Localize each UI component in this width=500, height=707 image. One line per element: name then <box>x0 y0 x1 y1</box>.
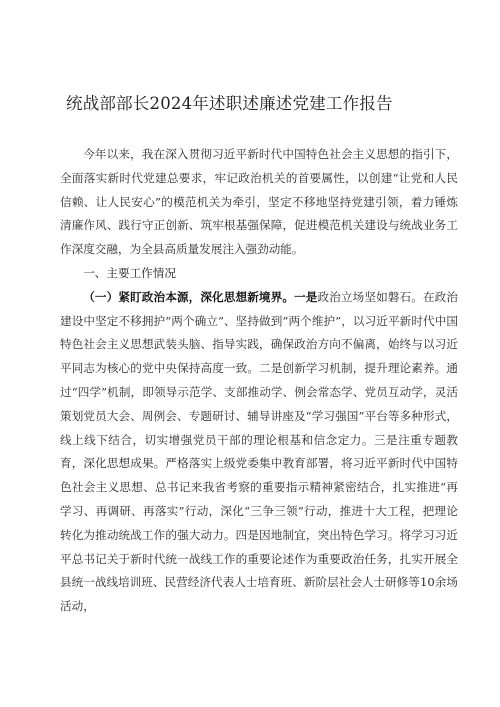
subsection-body: 政治立场坚如磐石。在政治建设中坚定不移拥护“两个确立”、坚持做到“两个维护”，以习近平新时代中国特色社会主义思想武装头脑、指导实践，确保政治方向不偏离，始终与以习近平同志为核心的党中央保持高度一致。二是创新学习机制，提升理论素养。通过“四学”机制，即领导示范学、支部推动学、例会常态学、党员互动学，灵活策划党员大会、周例会、专题研讨、辅导讲座及“学习强国”平台等多种形式，线上线下结合，切实增强党员干部的理论根基和信念定力。三是注重专题教育，深化思想成果。严格落实上级党委集中教育部署，将习近平新时代中国特色社会主义思想、总书记来我省考察的重要指示精神紧密结合，扎实推进“再学习、再调研、再落实”行动，深化“三争三领”行动，推进十大工程，把理论转化为推动统战工作的强大动力。四是因地制宜，突出特色学习。将学习习近平总书记关于新时代统一战线工作的重要论述作为重要政治任务，扎实开展全县统一战线培训班、民营经济代表人士培育班、新阶层社会人士研修等10余场活动， <box>60 289 458 614</box>
subsection-lead: （一）紧盯政治本源，深化思想新境界。一是 <box>83 289 318 304</box>
subsection-paragraph <box>60 286 458 619</box>
document-title: 统战部部长2024年述职述廉述党建工作报告 <box>66 94 393 113</box>
document-body <box>60 143 458 619</box>
section-heading: 一、主要工作情况 <box>83 265 176 280</box>
intro-paragraph: 今年以来，我在深入贯彻习近平新时代中国特色社会主义思想的指引下，全面落实新时代党建总要求，牢记政治机关的首要属性，以创建“让党和人民信赖、让人民安心”的模范机关为牵引，坚定不移地坚持党建引领，着力锤炼清廉作风、践行守正创新、筑牢根基强保障，促进模范机关建设与统战业务工作深度交融，为全县高质量发展注入强劲动能。 <box>60 147 458 257</box>
